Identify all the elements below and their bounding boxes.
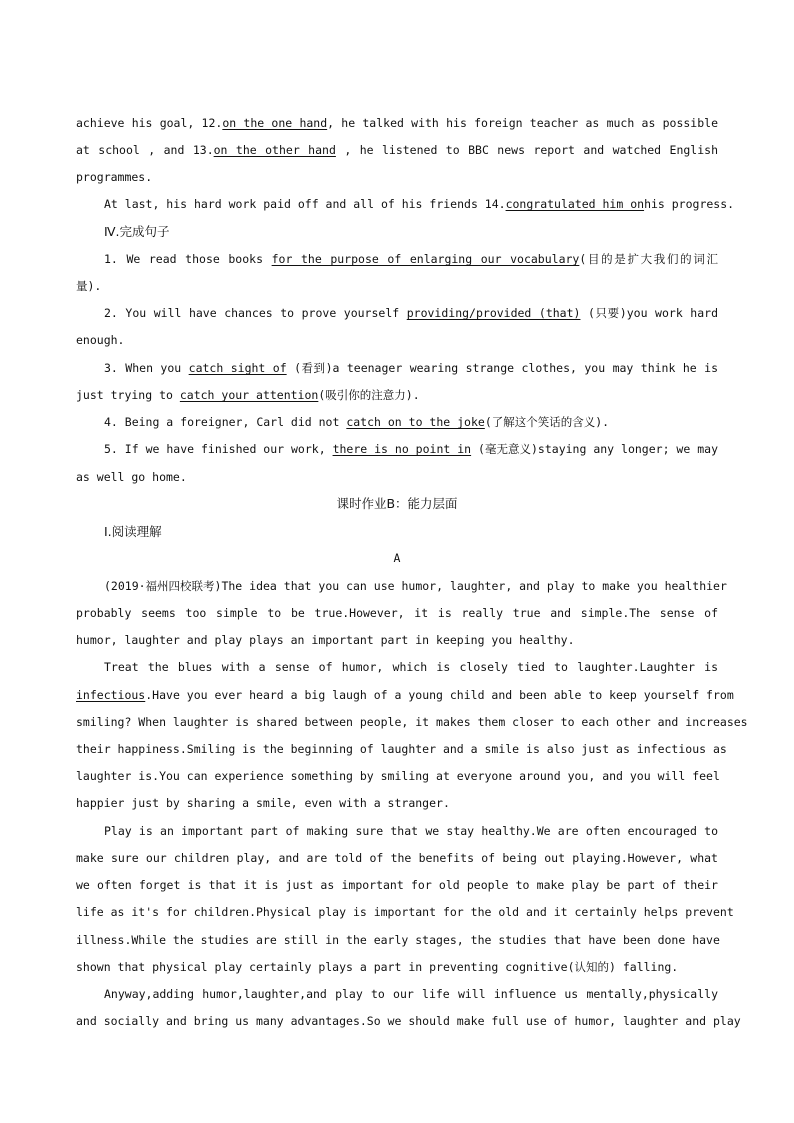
text-line (76, 845, 718, 872)
text-line (76, 273, 718, 300)
text-span: 课时作业B：能力层面 (336, 496, 458, 511)
text-span: their happiness.Smiling is the beginning of laughter and a smile is also just as infectious as (76, 742, 727, 756)
text-span: , he listened to BBC news report and watched English (335, 143, 719, 157)
text-line (76, 600, 718, 627)
text-line (76, 872, 718, 899)
text-span: smiling? When laughter is shared between people, it makes them closer to each other and increases (76, 715, 748, 729)
text-line (76, 110, 718, 137)
answer-blank: infectious (76, 688, 146, 702)
text-line (76, 436, 718, 463)
text-span: probably seems too simple to be true.However, it is really true and simple.The sense of (76, 606, 718, 620)
text-line (76, 981, 718, 1008)
text-line (76, 409, 718, 436)
text-span: 3. When you (104, 361, 189, 375)
text-span: shown that physical play certainly plays a part in preventing cognitive(认知的) falling. (76, 960, 679, 974)
text-span: Ⅳ.完成句子 (104, 224, 170, 239)
text-line (76, 954, 718, 981)
answer-blank: on the one hand (222, 116, 328, 130)
text-line (76, 355, 718, 382)
text-span: At last, his hard work paid off and all of his friends 14. (104, 197, 506, 211)
text-line (76, 246, 718, 273)
text-span: A (393, 551, 401, 565)
passage-label (76, 545, 718, 572)
text-span: (看到)a teenager wearing strange clothes, you may think he is (286, 361, 718, 375)
text-line (76, 382, 718, 409)
text-line (76, 899, 734, 926)
text-line (76, 164, 718, 191)
text-line (76, 790, 718, 817)
text-span: happier just by sharing a smile, even with a stranger. (76, 796, 450, 810)
text-span: 2. You will have chances to prove yourself (104, 306, 407, 320)
section-title (76, 490, 718, 517)
text-span: 5. If we have finished our work, (104, 442, 333, 456)
section-heading (76, 518, 718, 545)
text-span: humor, laughter and play plays an important part in keeping you healthy. (76, 633, 575, 647)
text-span: 量). (76, 279, 102, 293)
text-span: Play is an important part of making sure that we stay healthy.We are often encouraged to (104, 824, 718, 838)
text-line (76, 682, 734, 709)
text-span: Ⅰ.阅读理解 (104, 524, 162, 539)
text-line (76, 137, 718, 164)
text-span: enough. (76, 333, 125, 347)
text-span: laughter is.You can experience something by smiling at everyone around you, and you will feel (76, 769, 720, 783)
text-span: make sure our children play, and are told of the benefits of being out playing.However, what (76, 851, 718, 865)
text-span: just trying to (76, 388, 180, 402)
answer-blank: catch sight of (188, 361, 287, 375)
text-line (76, 927, 718, 954)
text-span: his progress. (644, 197, 735, 211)
answer-blank: catch your attention (179, 388, 319, 402)
text-span: Anyway,adding humor,laughter,and play to our life will influence us mentally,physically (104, 987, 718, 1001)
answer-blank: catch on to the joke (346, 415, 485, 429)
text-line (76, 736, 727, 763)
text-span: 4. Being a foreigner, Carl did not (104, 415, 347, 429)
text-span: (了解这个笑话的含义). (484, 415, 610, 429)
text-span: , he talked with his foreign teacher as much as possible (327, 116, 718, 130)
text-line (76, 709, 748, 736)
text-line (76, 464, 718, 491)
text-span: illness.While the studies are still in the early stages, the studies that have been done have (76, 933, 720, 947)
text-line (76, 573, 727, 600)
text-line (76, 763, 718, 790)
text-line (76, 191, 735, 218)
text-span: (2019·福州四校联考)The idea that you can use humor, laughter, and play to make you healthier (104, 579, 727, 593)
text-line (76, 654, 718, 681)
answer-blank: congratulated him on (505, 197, 645, 211)
text-span: (毫无意义)staying any longer; we may (471, 442, 718, 456)
answer-blank: there is no point in (332, 442, 472, 456)
text-span: we often forget is that it is just as important for old people to make play be part of their (76, 878, 718, 892)
answer-blank: on the other hand (213, 143, 336, 157)
text-line (76, 627, 718, 654)
answer-blank: for the purpose of enlarging our vocabulary (271, 252, 580, 266)
text-span: life as it's for children.Physical play is important for the old and it certainly helps prevent (76, 905, 734, 919)
text-span: Treat the blues with a sense of humor, which is closely tied to laughter.Laughter is (104, 660, 718, 674)
text-line (76, 1008, 741, 1035)
text-span: and socially and bring us many advantages.So we should make full use of humor, laughter and play (76, 1014, 741, 1028)
text-span: as well go home. (76, 470, 187, 484)
text-line (76, 327, 718, 354)
text-span: achieve his goal, 12. (76, 116, 223, 130)
text-line (76, 818, 718, 845)
text-line (76, 218, 718, 245)
text-span: .Have you ever heard a big laugh of a young child and been able to keep yourself from (145, 688, 734, 702)
text-span: 1. We read those books (104, 252, 272, 266)
text-span: at school , and 13. (76, 143, 214, 157)
text-span: (吸引你的注意力). (318, 388, 420, 402)
answer-blank: providing/provided (that) (406, 306, 581, 320)
text-span: (目的是扩大我们的词汇 (579, 252, 718, 266)
text-span: programmes. (76, 170, 153, 184)
text-span: (只要)you work hard (580, 306, 718, 320)
text-line (76, 300, 718, 327)
